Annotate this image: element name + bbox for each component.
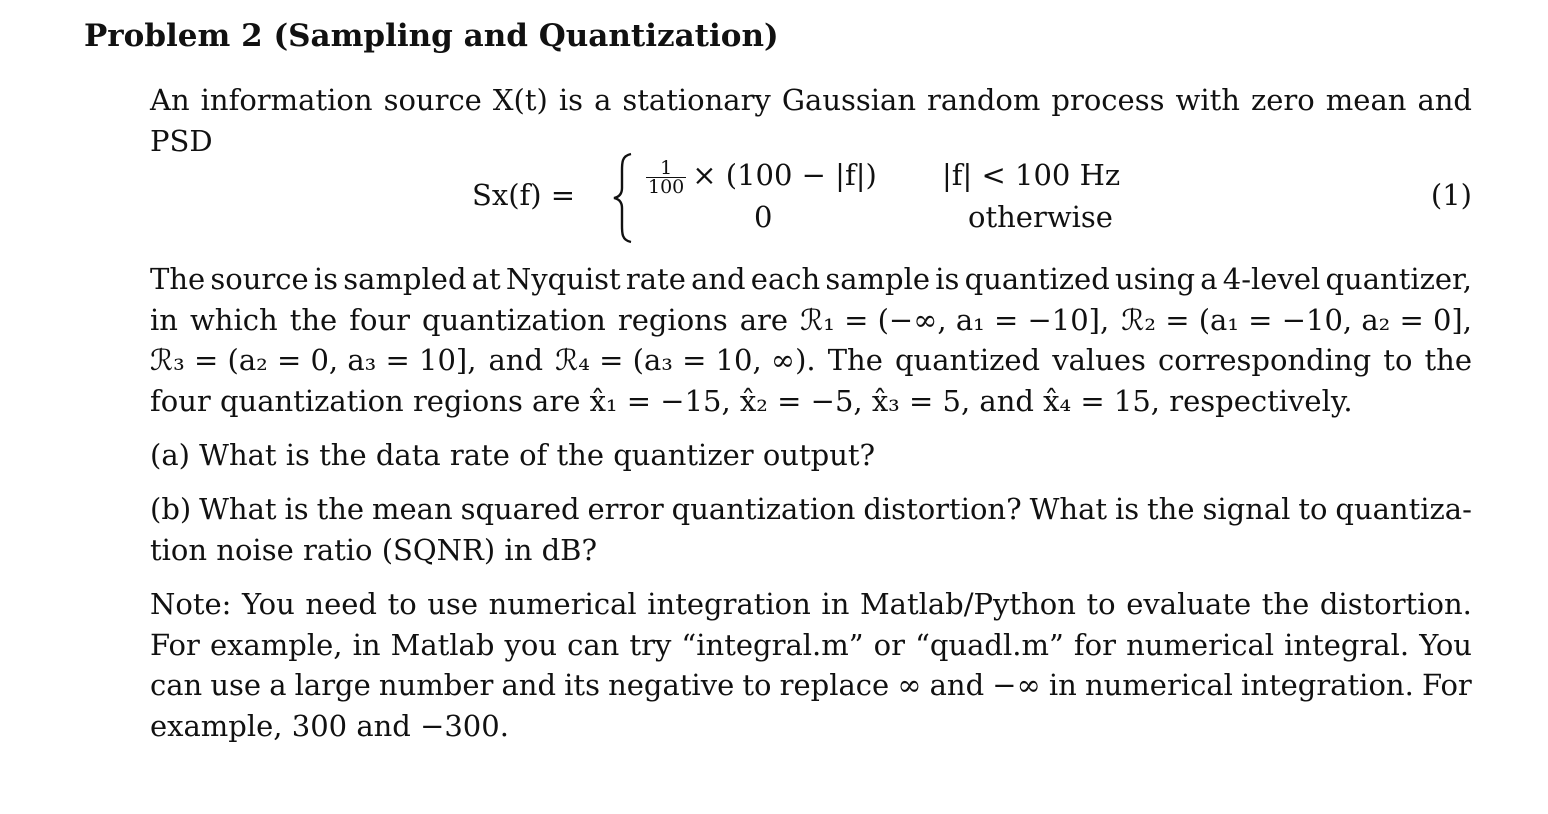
- text-segment: the: [1261, 587, 1310, 621]
- text-segment: X(t): [492, 83, 548, 117]
- note-paragraph: [150, 584, 1472, 746]
- text-segment: and: [929, 668, 985, 702]
- question-b: [150, 489, 1472, 570]
- text-segment: or: [873, 627, 905, 662]
- text-segment: integration.: [1241, 668, 1414, 702]
- text-segment: negative: [608, 668, 735, 702]
- text-segment: The: [150, 262, 206, 296]
- text-segment: the: [289, 302, 338, 337]
- text-segment: distortion?: [863, 492, 1022, 526]
- text-segment: you: [504, 627, 558, 662]
- question-a-text: (a) What is the data rate of the quantizer output?: [150, 438, 876, 472]
- text-segment: numerical: [1126, 627, 1275, 662]
- text-segment: is: [1114, 492, 1140, 526]
- question-b-line-2: [150, 530, 1472, 571]
- text-segment: source: [210, 262, 309, 296]
- text-segment: An: [150, 83, 190, 117]
- question-b-line-1: [150, 489, 1472, 530]
- text-segment: number: [378, 668, 494, 702]
- text-segment: You: [1419, 627, 1472, 662]
- text-segment: four: [349, 302, 410, 337]
- text-segment: mean: [1325, 83, 1407, 117]
- equation-case-1-expression: [646, 158, 877, 196]
- text-segment: to: [742, 668, 772, 702]
- text-segment: and: [1417, 83, 1472, 117]
- text-segment: ℛ₁ = (−∞, a₁ = −10],: [800, 302, 1110, 337]
- text-segment: tion noise ratio (SQNR) in dB?: [150, 532, 598, 567]
- note-line-4: [150, 706, 1472, 747]
- text-segment: the: [316, 492, 365, 526]
- text-segment: rate: [625, 262, 686, 296]
- quantizer-line-1: [150, 259, 1472, 300]
- text-segment: ℛ₄ = (a₃ = 10, ∞).: [555, 343, 816, 377]
- text-segment: mean: [372, 492, 453, 526]
- text-segment: at: [471, 262, 501, 296]
- text-segment: the: [1147, 492, 1195, 526]
- quantizer-paragraph: [150, 259, 1472, 421]
- text-segment: which: [189, 302, 278, 337]
- text-segment: can: [150, 668, 203, 702]
- text-segment: (b): [150, 492, 192, 526]
- quantizer-line-2: [150, 300, 1472, 341]
- text-segment: ℛ₃ = (a₂ = 0, a₃ = 10],: [150, 343, 477, 377]
- text-segment: for: [1073, 627, 1116, 662]
- equation-lhs: Sx(f) =: [472, 178, 576, 212]
- text-segment: values: [1052, 343, 1146, 377]
- text-segment: “quadl.m”: [915, 627, 1064, 662]
- left-brace-icon: [612, 152, 634, 244]
- text-segment: numerical: [488, 587, 637, 621]
- text-segment: ℛ₂ = (a₁ = −10, a₂ = 0],: [1121, 302, 1472, 337]
- text-segment: a: [269, 668, 287, 702]
- fraction-numerator: 1: [646, 159, 686, 178]
- text-segment: quantization: [671, 492, 856, 526]
- text-segment: with: [1175, 83, 1240, 117]
- text-segment: quantization: [422, 302, 606, 337]
- psd-equation: [150, 150, 1472, 250]
- text-segment: is: [558, 83, 584, 117]
- question-a: [150, 435, 1472, 476]
- equation-case-2-expression: 0: [754, 200, 773, 234]
- text-segment: stationary: [622, 83, 771, 117]
- fraction-denominator: 100: [648, 175, 685, 198]
- text-segment: process: [1051, 83, 1165, 117]
- equation-case-1-condition: |f| < 100 Hz: [942, 158, 1121, 192]
- text-segment: use: [427, 587, 479, 621]
- text-segment: try: [629, 627, 672, 662]
- text-segment: are: [739, 302, 789, 337]
- text-segment: For: [1421, 668, 1472, 702]
- text-segment: What: [1029, 492, 1108, 526]
- text-segment: and: [691, 262, 746, 296]
- text-segment: and: [488, 343, 544, 377]
- text-segment: Nyquist: [505, 262, 621, 296]
- quantizer-line-3: [150, 340, 1472, 381]
- note-line-3: [150, 665, 1472, 706]
- text-segment: to: [1383, 343, 1413, 377]
- text-segment: regions: [617, 302, 728, 337]
- text-segment: need: [305, 587, 377, 621]
- text-segment: each: [750, 262, 821, 296]
- text-segment: example,: [209, 627, 343, 662]
- text-segment: zero: [1250, 83, 1315, 117]
- case-1-expression-text: × (100 − |f|): [692, 158, 877, 192]
- intro-paragraph: [150, 80, 1472, 161]
- text-segment: Matlab: [390, 627, 495, 662]
- text-segment: use: [210, 668, 262, 702]
- problem-title: Problem 2 (Sampling and Quantization): [84, 18, 779, 54]
- text-segment: integral.: [1284, 627, 1410, 662]
- text-segment: sampled: [343, 262, 467, 296]
- text-segment: −∞: [992, 668, 1041, 702]
- text-segment: What: [199, 492, 277, 526]
- text-segment: distortion.: [1319, 587, 1472, 621]
- text-segment: evaluate: [1126, 587, 1252, 621]
- text-segment: is: [284, 492, 309, 526]
- text-segment: is: [313, 262, 339, 296]
- text-segment: corresponding: [1157, 343, 1372, 377]
- text-segment: signal: [1202, 492, 1291, 526]
- text-segment: quantized: [964, 262, 1110, 296]
- text-segment: Note:: [150, 587, 232, 621]
- text-segment: quantiza-: [1335, 492, 1472, 526]
- text-segment: ∞: [897, 668, 922, 702]
- text-segment: information: [200, 83, 373, 117]
- text-segment: and: [501, 668, 557, 702]
- text-segment: the: [1424, 343, 1472, 377]
- text-segment: quantizer,: [1325, 262, 1472, 296]
- text-segment: large: [294, 668, 371, 702]
- text-segment: numerical: [1084, 668, 1233, 702]
- text-segment: For: [150, 627, 200, 662]
- text-segment: source: [383, 83, 482, 117]
- intro-line-1: [150, 80, 1472, 121]
- text-segment: in: [352, 627, 381, 662]
- text-segment: “integral.m”: [681, 627, 864, 662]
- text-segment: sample: [825, 262, 931, 296]
- text-segment: random: [927, 83, 1041, 117]
- text-segment: to: [387, 587, 417, 621]
- text-segment: its: [564, 668, 600, 702]
- equation-number: (1): [1430, 178, 1472, 212]
- text-segment: to: [1298, 492, 1328, 526]
- text-segment: replace: [779, 668, 890, 702]
- text-segment: in: [821, 587, 850, 621]
- note-line-1: [150, 584, 1472, 625]
- text-segment: can: [567, 627, 620, 662]
- equation-case-2-condition: otherwise: [968, 200, 1113, 234]
- text-segment: Matlab/Python: [859, 587, 1076, 621]
- text-segment: squared: [460, 492, 580, 526]
- quantizer-line-4: [150, 381, 1472, 422]
- note-line-2: [150, 625, 1472, 666]
- text-segment: using: [1114, 262, 1196, 296]
- text-segment: Gaussian: [781, 83, 916, 117]
- text-segment: example, 300 and −300.: [150, 708, 509, 743]
- text-segment: in: [1048, 668, 1077, 702]
- fraction: [646, 156, 686, 198]
- text-segment: error: [587, 492, 664, 526]
- text-segment: in: [150, 302, 178, 337]
- text-segment: integration: [647, 587, 811, 621]
- text-segment: You: [242, 587, 295, 621]
- text-segment: to: [1086, 587, 1116, 621]
- text-segment: 4-level: [1222, 262, 1321, 296]
- text-segment: a: [594, 83, 612, 117]
- text-segment: is: [935, 262, 960, 296]
- text-segment: quantized: [894, 343, 1041, 377]
- text-segment: a: [1200, 262, 1218, 296]
- intro-line-2: PSD: [150, 123, 213, 158]
- text-segment: The: [827, 343, 883, 377]
- text-segment: four quantization regions are x̂₁ = −15, x̂₂ = −5, x̂₃ = 5, and x̂₄ = 15, respectively.: [150, 383, 1353, 418]
